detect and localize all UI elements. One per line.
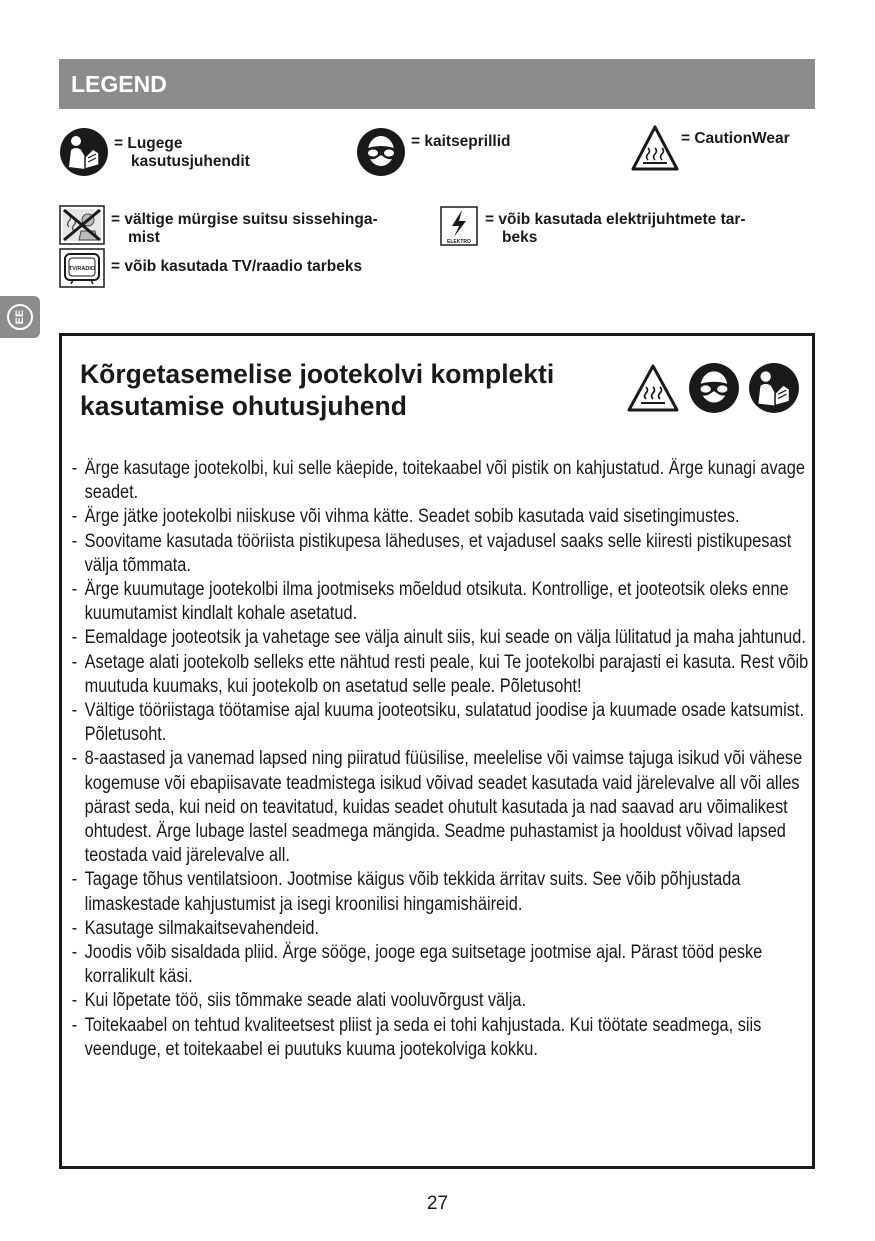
safety-rule: - Soovitame kasutada tööriista pistikupesa läheduses, et vajadusel saaks selle kiiresti pistikupesast välja tõmmata. [70,530,811,578]
safety-rule: - Ärge kuumutage jootekolbi ilma jootmiseks mõeldud otsikuta. Kontrollige, et jooteotsik oleks enne kuumutamist kindlalt kohale asetatud. [70,578,811,626]
tv-icon-label: TV/RADIO [68,266,96,272]
language-tab [0,296,40,338]
safety-rule: - Kasutage silmakaitsevahendeid. [70,917,811,941]
safety-title-icons [626,361,800,415]
legend-label: = CautionWear [681,130,790,147]
legend-item-no-fumes [111,211,378,247]
legend-label-cont: beks [502,229,538,246]
safety-goggles-icon [356,127,406,182]
safety-rules-list [70,457,811,1062]
safety-rule: - Kui lõpetate töö, siis tõmmake seade alati vooluvõrgust välja. [70,989,811,1013]
hot-surface-warning-icon [626,363,680,413]
safety-title-line2: kasutamise ohutusjuhend [80,391,407,421]
legend-label: = kaitseprillid [411,133,511,150]
tv-radio-icon [59,248,105,293]
safety-title [80,358,554,422]
legend-label-cont: kasutusjuhendit [131,153,250,170]
safety-goggles-icon [688,362,740,414]
legend-header [59,59,815,109]
hot-surface-warning-icon [630,124,680,177]
legend-item-read-manual [114,135,250,171]
legend-item-safety-goggles [411,133,511,151]
page-number: 27 [426,1193,449,1214]
safety-instructions-box [59,333,815,1169]
safety-rule: - Ärge kasutage jootekolbi, kui selle käepide, toitekaabel või pistik on kahjustatud. Ärge kunagi avage seadet. [70,457,811,505]
electric-hazard-icon [440,206,478,251]
legend-label: = võib kasutada elektrijuhtmete tar- [485,211,746,228]
legend-label: = vältige mürgise suitsu sissehinga- [111,211,378,228]
safety-rule: - 8-aastased ja vanemad lapsed ning piiratud füüsilise, meelelise või vaimse tajuga isikud või vähese kogemuse või ebapiisavate teadmistega isikud võivad seadet kasutada vaid järelevalve all või alles pärast seda, kui neid on teavitatud, kuidas seadet ohutult kasutada ja nad saavad aru võimalikest ohtudest. Ärge lubage lastel seadmega mängida. Seadme puhastamist ja hooldust võivad lapsed teostada vaid järelevalve all. [70,747,811,868]
legend-title: LEGEND [71,70,167,97]
electric-icon-label: ELEKTRO [447,239,471,245]
legend-item-electric [485,211,746,247]
legend-item-caution-hot [681,130,790,148]
legend-label: = Lugege [114,135,183,152]
safety-rule: - Asetage alati jootekolb selleks ette nähtud resti peale, kui Te jootekolbi parajasti ei kasuta. Rest võib muutuda kuumaks, kui jootekolb on asetatud selle peale. Põletusoht! [70,651,811,699]
legend-label: = võib kasutada TV/raadio tarbeks [111,258,363,275]
safety-rule: - Eemaldage jooteotsik ja vahetage see välja ainult siis, kui seade on välja lülitatud ja maha jahtunud. [70,626,811,650]
legend-item-tv-radio [111,258,362,276]
language-code: EE [7,304,33,330]
safety-rule: - Vältige tööriistaga töötamise ajal kuuma jooteotsiku, sulatatud joodise ja kuumade osade katsumist. Põletusoht. [70,699,811,747]
no-fumes-icon [59,205,105,250]
safety-title-line1: Kõrgetasemelise jootekolvi komplekti [80,359,555,389]
read-manual-icon [748,362,800,414]
safety-rule: - Tagage tõhus ventilatsioon. Jootmise käigus võib tekkida ärritav suits. See võib põhjustada limaskestade kahjustumist ja isegi kroonilisi hingamishäireid. [70,868,811,916]
safety-rule: - Toitekaabel on tehtud kvaliteetsest pliist ja seda ei tohi kahjustada. Kui töötate seadmega, siis veenduge, et toitekaabel ei puutuks kuuma jootekolviga kokku. [70,1014,811,1062]
safety-rule: - Ärge jätke jootekolbi niiskuse või vihma kätte. Seadet sobib kasutada vaid sisetingimustes. [70,505,811,529]
legend-label-cont: mist [128,229,160,246]
safety-rule: - Joodis võib sisaldada pliid. Ärge sööge, jooge ega suitsetage jootmise ajal. Pärast tööd peske korralikult käsi. [70,941,811,989]
read-manual-icon [59,127,109,182]
